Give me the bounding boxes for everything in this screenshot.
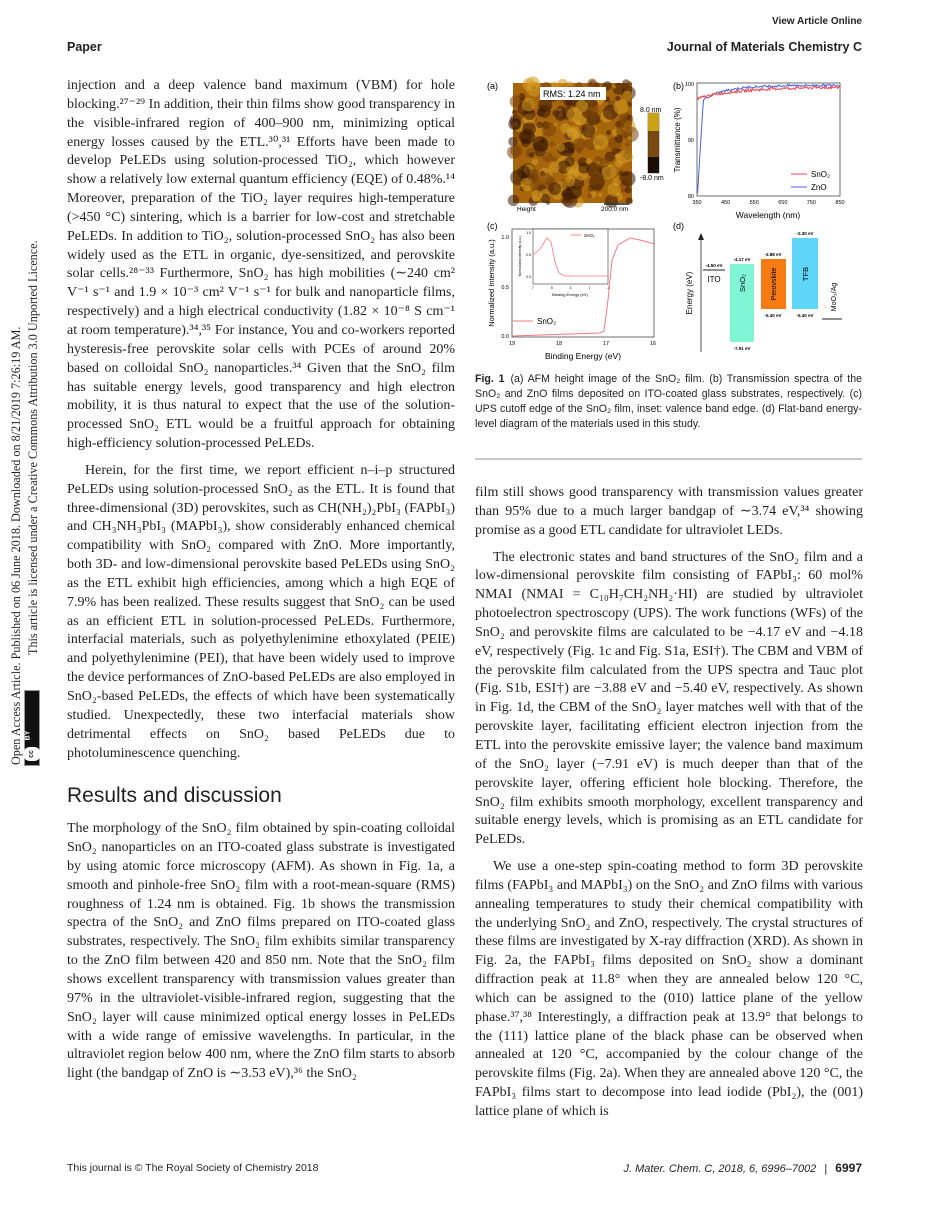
- afm-grain: [566, 127, 576, 137]
- x-tick: 650: [778, 200, 788, 206]
- afm-grain: [508, 195, 519, 206]
- perovskite-bottom-value: -5.40 eV: [764, 313, 782, 318]
- ito-label: ITO: [707, 275, 721, 284]
- afm-grain: [529, 152, 534, 157]
- view-article-online-link[interactable]: View Article Online: [771, 16, 862, 27]
- separator: |: [824, 1163, 828, 1175]
- paragraph: The electronic states and band structures of the SnO₂ film and a low-dimensional perovskite film consisting of FAPbI₃: 60 mol% NMAI (NMAI = C₁₀H₇CH₂NH₂·HI) are studied by ultraviolet photoelectron spectroscopy (UPS). The work functions (WFs) of the SnO₂ and perovskite films are calculated to be −4.17 eV and −4.18 eV, respectively (Fig. 1c and Fig. S1a, ESI†). The CBM and VBM of the perovskite film calculated from the UPS spectra and Tauc plot (Fig. S1b, ESI†) are −3.88 eV and −5.40 eV, respectively. As shown in Fig. 1d, the CBM of the SnO₂ layer matches well with that of the perovskite layer, facilitating efficient electron injection from the ETL into the perovskite emissive layer; the valence band maximum of the SnO₂ layer (−7.91 eV) is much deeper than that of the perovskite layer, offering efficient hole blocking. Therefore, the SnO₂ film exhibits smooth morphology, excellent transparency and suitable energy levels, which is promising as an ETL candidate for PeLEDs.: [475, 549, 863, 848]
- afm-grain: [581, 124, 595, 138]
- y-tick: 80: [687, 194, 694, 200]
- afm-grain: [613, 99, 628, 114]
- y-tick: 100: [684, 82, 694, 88]
- afm-grain: [587, 79, 597, 89]
- afm-grain: [593, 134, 608, 149]
- paragraph: film still shows good transparency with transmission values greater than 95% due to a much larger bandgap of ∼3.74 eV,³⁴ showing promise as a good ETL candidate for ultraviolet LEDs.: [475, 485, 863, 538]
- afm-grain: [628, 136, 632, 140]
- section-label: Paper: [67, 40, 102, 54]
- inset-legend: SnO₂: [584, 233, 595, 238]
- afm-grain: [542, 122, 557, 137]
- plot-b-frame: [697, 83, 840, 196]
- afm-grain: [573, 181, 580, 188]
- section-heading: Results and discussion: [67, 784, 282, 808]
- afm-grain: [550, 142, 555, 147]
- tfb-top-value: -2.30 eV: [796, 231, 814, 236]
- afm-grain: [532, 159, 539, 166]
- afm-grain: [507, 146, 520, 159]
- colorbar-min: -8.0 nm: [640, 175, 664, 182]
- colorbar-bottom: [648, 157, 659, 173]
- inset-x-tick: -1: [606, 286, 610, 290]
- x-tick: 18: [555, 341, 563, 347]
- scale-label: 200.0 nm: [601, 206, 629, 213]
- y-tick: 1.0: [501, 235, 509, 241]
- x-ticks: [692, 200, 844, 206]
- y-tick: 0.5: [501, 285, 509, 291]
- y-axis-label: Normalized Intensity (a.u.): [487, 239, 496, 327]
- afm-grain: [625, 143, 629, 147]
- afm-grain: [615, 153, 621, 159]
- afm-grain: [567, 81, 573, 87]
- cc-by-badge[interactable]: [24, 690, 40, 766]
- afm-grain: [610, 153, 614, 157]
- panel-b-label: (b): [673, 81, 684, 91]
- copyright-footer: This journal is © The Royal Society of Chemistry 2018: [67, 1162, 319, 1174]
- panel-d-label: (d): [673, 221, 684, 231]
- panel-a-label: (a): [487, 81, 498, 91]
- afm-grain: [549, 162, 560, 173]
- afm-grain: [530, 181, 540, 191]
- height-label: Height: [517, 206, 536, 213]
- tfb-bottom-value: -5.40 eV: [796, 313, 814, 318]
- paragraph: Herein, for the first time, we report efficient n–i–p structured PeLEDs using solution-processed SnO₂ as the ETL. It is found that three-dimensional (3D) perovskites, such as CH(NH₂)₂PbI₃ (FAPbI₃) and CH₃NH₃PbI₃ (MAPbI₃), show considerably enhanced chemical compatibility with SnO₂ compared with ZnO. More importantly, both 3D- and low-dimensional perovskite based PeLEDs using SnO₂ as the ETL exhibit high efficiencies, among which a high EQE of 7.9% has been realized. These results suggest that SnO₂ can be used as an efficient ETL in solution-processed PeLEDs. Furthermore, interfacial materials, such as polyethylenimine ethoxylated (PEIE) and polyethylenimine (PEI), that have been widely used to improve the device performances of ZnO-based PeLEDs are also employed in SnO₂-based PeLEDs, the effects of which have been systematically studied. Unexpectedly, these two interfacial materials show detrimental effects on SnO₂ based PeLEDs due to photoluminescence quenching.: [67, 462, 455, 761]
- figure-1: [475, 75, 865, 365]
- afm-grain: [625, 187, 632, 194]
- afm-grain: [591, 170, 601, 180]
- moo3-label: MoO₃/Ag: [831, 282, 838, 312]
- citation-footer: [623, 1161, 862, 1175]
- afm-grain: [575, 100, 588, 113]
- afm-grain: [578, 163, 589, 174]
- afm-grain: [533, 136, 549, 152]
- legend-sno2: SnO₂: [811, 170, 831, 179]
- tfb-label: TFB: [801, 266, 810, 282]
- sno2-bottom-value: -7.91 eV: [733, 346, 751, 351]
- afm-grain: [536, 122, 542, 128]
- x-tick: 750: [806, 200, 816, 206]
- inset-x-ticks: [532, 286, 610, 290]
- afm-grain: [627, 81, 632, 86]
- afm-grain: [517, 166, 530, 179]
- x-tick: 16: [649, 341, 657, 347]
- inset-x-tick: 5: [550, 286, 553, 290]
- inset-x-tick: 7: [532, 286, 534, 290]
- afm-grain: [615, 160, 623, 168]
- figure-caption: [475, 372, 862, 432]
- x-axis-label: Binding Energy (eV): [544, 351, 622, 361]
- afm-grain: [598, 193, 602, 197]
- license-notice[interactable]: This article is licensed under a Creative Commons Attribution 3.0 Unported Licence.: [26, 240, 40, 655]
- perovskite-label: Perovskite: [771, 267, 778, 301]
- caption-text: (a) AFM height image of the SnO₂ film. (b) Transmission spectra of the SnO₂ and ZnO films deposited on ITO-coated glass substrates, respectively. (c) UPS cutoff edge of the SnO₂ film, inset: valence band edge. (d) Flat-band energy-level diagram of the materials used in this study.: [475, 373, 862, 430]
- perovskite-top-value: -3.88 eV: [764, 252, 782, 257]
- afm-grain: [612, 85, 616, 89]
- x-tick: 550: [749, 200, 759, 206]
- afm-grain: [562, 188, 574, 200]
- panel-c-label: (c): [487, 221, 498, 231]
- energy-axis-label: Energy (eV): [685, 271, 694, 315]
- afm-grain: [565, 157, 575, 167]
- afm-grain: [522, 78, 535, 91]
- arrow-up-icon: [698, 233, 704, 240]
- right-column: [475, 484, 863, 1122]
- inset-y-tick: 0.0: [526, 275, 531, 279]
- sno2-label: SnO₂: [738, 274, 747, 292]
- afm-grain: [618, 171, 624, 177]
- caption-label: Fig. 1: [475, 373, 505, 385]
- journal-name: Journal of Materials Chemistry C: [666, 40, 862, 54]
- left-column: [67, 77, 455, 1084]
- afm-grain: [539, 173, 553, 187]
- afm-grain: [557, 143, 565, 151]
- cc-icon: cc: [23, 747, 41, 761]
- afm-grain: [624, 171, 629, 176]
- afm-grain: [619, 177, 624, 182]
- afm-grain: [623, 152, 633, 162]
- x-tick: 850: [835, 200, 845, 206]
- x-axis-label: Wavelength (nm): [735, 210, 801, 220]
- afm-grain: [623, 91, 633, 101]
- afm-grain: [606, 130, 611, 135]
- by-label: BY: [24, 730, 32, 741]
- afm-grain: [620, 116, 632, 128]
- x-tick: 17: [602, 341, 610, 347]
- afm-grain: [615, 135, 623, 143]
- paragraph: injection and a deep valence band maximum (VBM) for hole blocking.²⁷⁻²⁹ In addition, their thin films show good transparency in the visible-infrared region of 400–900 nm, minimizing optical energy losses caused by the ETL.³⁰,³¹ Efforts have been made to develop PeLEDs using solution-processed TiO₂, which however show a relatively low external quantum efficiency (EQE) of 0.48%.¹⁴ Moreover, preparation of the TiO₂ layer requires high-temperature (>450 °C) sintering, which is a barrier for low-cost and stretchable PeLEDs. In addition to TiO₂, solution-processed SnO₂ has also been widely used as the ETL in organic, dye-sensitized, and perovskite solar cells.²⁸⁻³³ Furthermore, SnO₂ has high mobilities (∼240 cm² V⁻¹ s⁻¹ and 1.9 × 10⁻³ cm² V⁻¹ s⁻¹ for bulk and nanoparticle films, respectively) and a high electrical conductivity (1.82 × 10⁻⁸ S cm⁻¹ at room temperature).³⁴,³⁵ For instance, You and co-workers reported hysteresis-free perovskite solar cells with PCEs of around 20% based on colloidal SnO₂ nanoparticles.³⁴ Given that the SnO₂ film has suitable energy levels, good transparency and high electron mobility, it is thus natural to expect that the use of the solution-processed SnO₂ ETL would be a fruitful approach for obtaining high-efficiency solution-processed PeLEDs.: [67, 78, 455, 452]
- inset-x-label: Binding Energy (eV): [552, 292, 588, 297]
- afm-grain: [566, 166, 573, 173]
- colorbar-max: 8.0 nm: [640, 107, 662, 114]
- afm-grain: [599, 158, 609, 168]
- inset-y-tick: 1.0: [526, 231, 531, 235]
- caption-divider: [475, 458, 862, 460]
- y-axis-label: Transmittance (%): [673, 107, 682, 173]
- y-tick: 90: [687, 138, 694, 144]
- afm-grain: [587, 193, 592, 198]
- x-tick: 19: [508, 341, 516, 347]
- rms-label: RMS: 1.24 nm: [543, 89, 601, 99]
- afm-grain: [607, 183, 621, 197]
- afm-grain: [615, 96, 620, 101]
- colorbar-top: [648, 113, 659, 131]
- page-number: 6997: [835, 1161, 862, 1175]
- paragraph: The morphology of the SnO₂ film obtained by spin-coating colloidal SnO₂ nanoparticles on an ITO-coated glass substrate is investigated by using atomic force microscopy (AFM). As shown in Fig. 1a, a smooth and pinhole-free SnO₂ film with a root-mean-square (RMS) roughness of 1.24 nm is obtained. Fig. 1b shows the transmission spectra of the SnO₂ and ZnO films prepared on ITO-coated glass substrates, respectively. The SnO₂ film exhibits similar transparency to the ZnO film between 420 and 850 nm. Note that the SnO₂ film shows excellent transparency with transmission values greater than 97% in the ultraviolet-visible-infrared region, suggesting that the SnO₂ layer will cause minimized optical energy losses in PeLEDs with a wide range of emissive wavelengths. In particular, in the ultraviolet region below 400 nm, where the ZnO film starts to absorb light (the bandgap of ZnO is ∼3.53 eV),³⁶ the SnO₂: [67, 821, 455, 1082]
- afm-grain: [522, 122, 536, 136]
- afm-grain: [555, 110, 566, 121]
- inset-x-tick: 3: [569, 286, 572, 290]
- legend-sno2: SnO₂: [537, 317, 557, 326]
- afm-grain: [522, 98, 535, 111]
- y-tick: 0.0: [501, 334, 509, 340]
- inset-x-tick: 1: [588, 286, 591, 290]
- x-tick: 450: [721, 200, 731, 206]
- afm-grain: [531, 190, 542, 201]
- legend-zno: ZnO: [811, 183, 827, 192]
- sno2-top-value: -4.17 eV: [733, 257, 751, 262]
- paragraph: We use a one-step spin-coating method to form 3D perovskite films (FAPbI₃ and MAPbI₃) on the SnO₂ and ZnO films with various annealing temperatures to study their chemical compatibility with the underlying SnO₂ and ZnO, respectively. The crystal structures of these films are investigated by X-ray diffraction (XRD). As shown in Fig. 2a, the FAPbI₃ films deposited on SnO₂ show a dominant diffraction peak at 11.8° when they are annealed below 120 °C, which can be assigned to the (010) lattice plane of the yellow phase.³⁷,³⁸ Interestingly, a diffraction peak at 13.9° that belongs to the (111) lattice plane of the black phase can be observed when annealed at 120 °C, accompanied by the colour change of the perovskite films (Fig. 2a). When they are annealed above 120 °C, the FAPbI₃ films start to decompose into lead iodide (PbI₂), the (001) lattice plane of which is: [475, 859, 863, 1119]
- ito-level-value: -4.50 eV: [705, 263, 723, 268]
- afm-grain: [519, 93, 525, 99]
- inset-y-tick: 0.5: [526, 253, 531, 257]
- afm-grain: [512, 121, 518, 127]
- open-access-notice: Open Access Article. Published on 06 June 2018. Downloaded on 8/21/2019 7:26:19 AM.: [9, 326, 23, 765]
- afm-grain: [572, 138, 585, 151]
- citation: J. Mater. Chem. C, 2018, 6, 6996–7002: [623, 1163, 817, 1175]
- inset-y-label: Normalized Intensity (a.u.): [518, 235, 522, 277]
- x-tick: 350: [692, 200, 702, 206]
- sno2-curve: [698, 86, 840, 99]
